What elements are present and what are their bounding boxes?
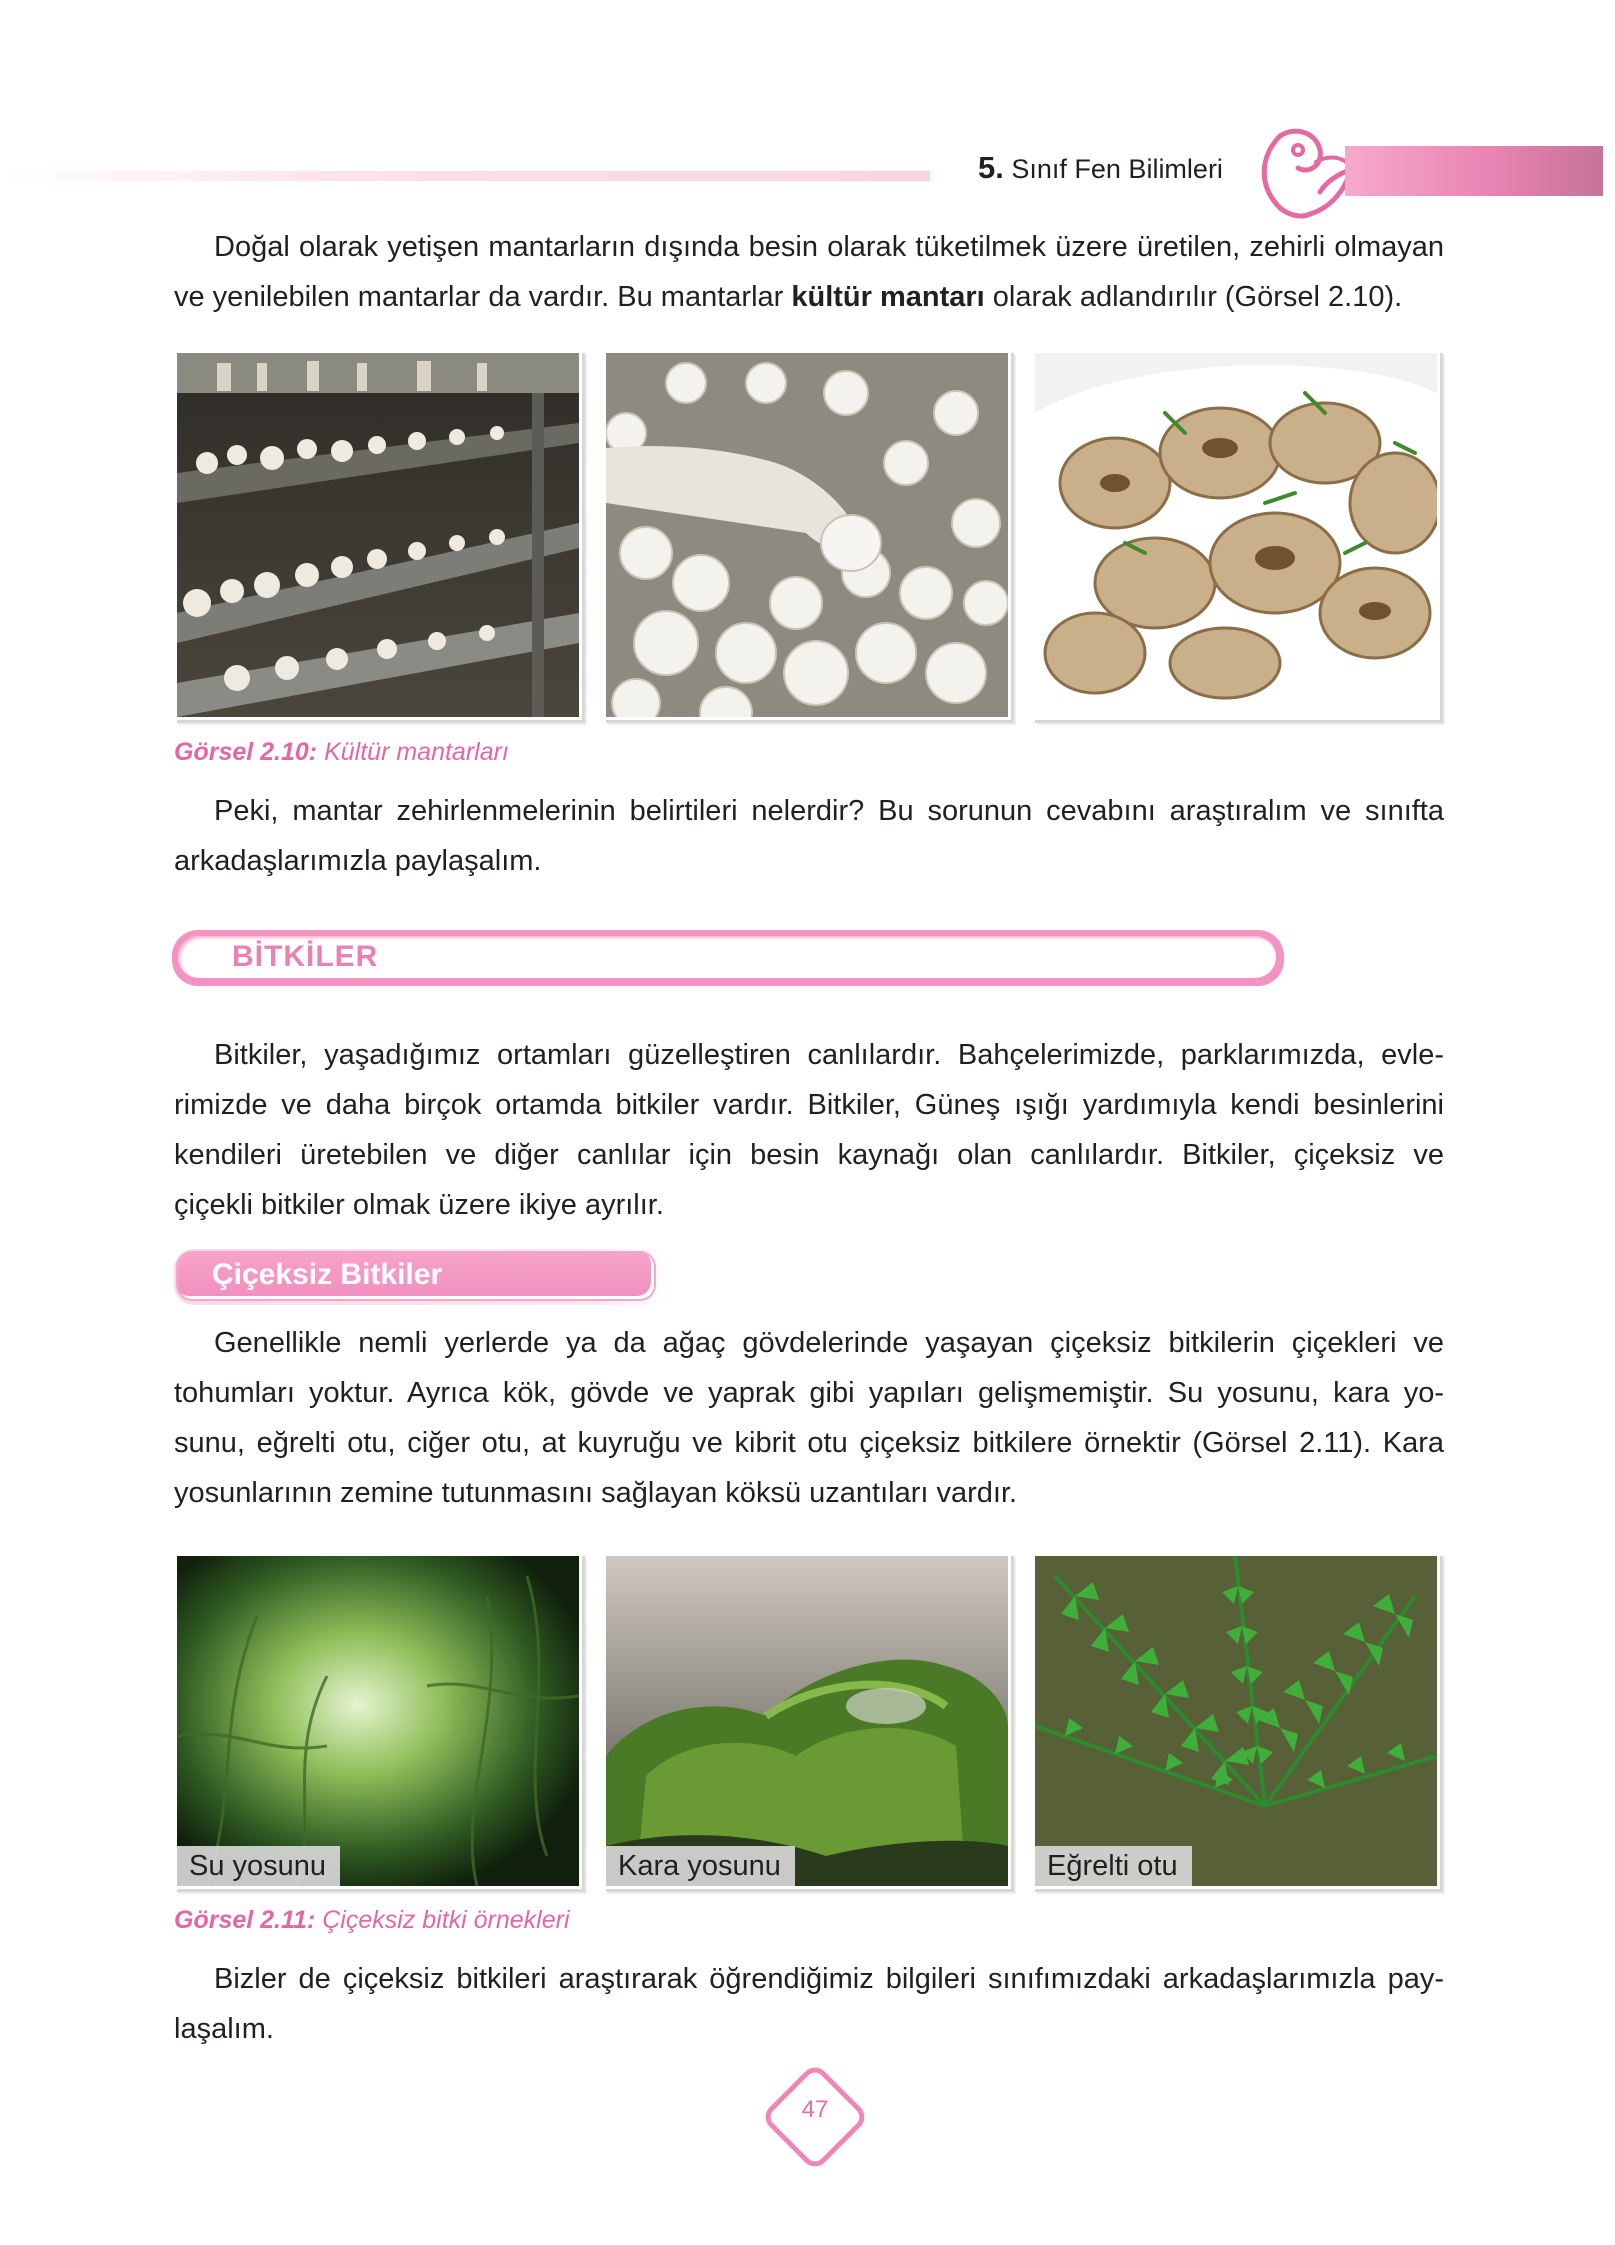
plants-line-2: rimizde ve daha birçok ortamda bitkiler vardır. Bitkiler, Güneş ışığı yardımıyla kendi besinlerini: [174, 1089, 1444, 1121]
flowerless-paragraph: [174, 1318, 1444, 1518]
header-rule: [0, 171, 930, 181]
keyword-kultur-mantari: kültür mantarı: [791, 281, 985, 313]
caption-label: Görsel 2.10:: [174, 738, 318, 766]
subsection-title-ciceksiz: Çiçeksiz Bitkiler: [212, 1258, 443, 1291]
plants-paragraph: [174, 1030, 1444, 1230]
caption-text: Çiçeksiz bitki örnekleri: [315, 1906, 570, 1934]
photo-egrelti-otu: [1032, 1553, 1440, 1889]
caption-text: Kültür mantarları: [317, 738, 509, 766]
label-egrelti-otu: Eğrelti otu: [1035, 1846, 1192, 1886]
photo-mushroom-farm: [174, 350, 582, 720]
figure-caption-2-10: [174, 738, 509, 767]
flowerless-line-1: Genellikle nemli yerlerde ya da ağaç gövdelerinde yaşayan çiçeksiz bitkilerin çiçekleri ve: [214, 1327, 1444, 1359]
question-line-2: arkadaşlarımızla paylaşalım.: [174, 845, 542, 877]
closing-paragraph: [174, 1954, 1444, 2054]
book-title: [978, 150, 1223, 186]
caption-label: Görsel 2.11:: [174, 1906, 316, 1934]
flowerless-line-4: yosunlarının zemine tutunmasını sağlayan köksü uzantıları vardır.: [174, 1477, 1018, 1509]
photo-su-yosunu: [174, 1553, 582, 1889]
page-number: 47: [801, 2096, 829, 2123]
photo-cooked-mushrooms: [1032, 350, 1440, 720]
photo-hand-picking: [603, 350, 1011, 720]
plants-line-4: çiçekli bitkiler olmak üzere ikiye ayrılır.: [174, 1189, 664, 1221]
figure-caption-2-11: [174, 1906, 570, 1935]
owl-logo-icon: [1250, 116, 1360, 226]
question-paragraph: [174, 786, 1444, 886]
plants-line-1: Bitkiler, yaşadığımız ortamları güzelleştiren canlılardır. Bahçelerimizde, parklarımızda, evle-: [214, 1039, 1444, 1071]
closing-line-2: laşalım.: [174, 2013, 274, 2045]
section-title-bitkiler: BİTKİLER: [232, 940, 379, 973]
plants-line-3: kendileri üretebilen ve diğer canlılar için besin kaynağı olan canlılardır. Bitkiler, çiçeksiz ve: [174, 1139, 1444, 1171]
flowerless-line-3: sunu, eğrelti otu, ciğer otu, at kuyruğu ve kibrit otu çiçeksiz bitkilere örnektir (Görsel 2.11). Kara: [174, 1427, 1444, 1459]
subject-title: Sınıf Fen Bilimleri: [1011, 154, 1223, 184]
closing-line-1: Bizler de çiçeksiz bitkileri araştırarak öğrendiğimiz bilgileri sınıfımızdaki arkadaşlarımızla pay-: [214, 1963, 1444, 1995]
label-su-yosunu: Su yosunu: [177, 1846, 340, 1886]
question-line-1: Peki, mantar zehirlenmelerinin belirtileri nelerdir? Bu sorunun cevabını araştıralım ve sınıfta: [214, 795, 1444, 827]
intro-paragraph: [174, 222, 1444, 322]
intro-line-2: [174, 272, 1444, 322]
header-ribbon: [1345, 146, 1603, 196]
intro-text-end: olarak adlandırılır (Görsel 2.10).: [984, 281, 1403, 313]
intro-text: ve yenilebilen mantarlar da vardır. Bu mantarlar: [174, 281, 792, 313]
label-kara-yosunu: Kara yosunu: [606, 1846, 795, 1886]
flowerless-line-2: tohumları yoktur. Ayrıca kök, gövde ve yaprak gibi yapıları gelişmemiştir. Su yosunu, kara yo-: [174, 1377, 1444, 1409]
photo-kara-yosunu: [603, 1553, 1011, 1889]
intro-line-1: Doğal olarak yetişen mantarların dışında besin olarak tüketilmek üzere üretilen, zehirli olmayan: [214, 231, 1444, 263]
grade-number: 5.: [978, 150, 1004, 185]
